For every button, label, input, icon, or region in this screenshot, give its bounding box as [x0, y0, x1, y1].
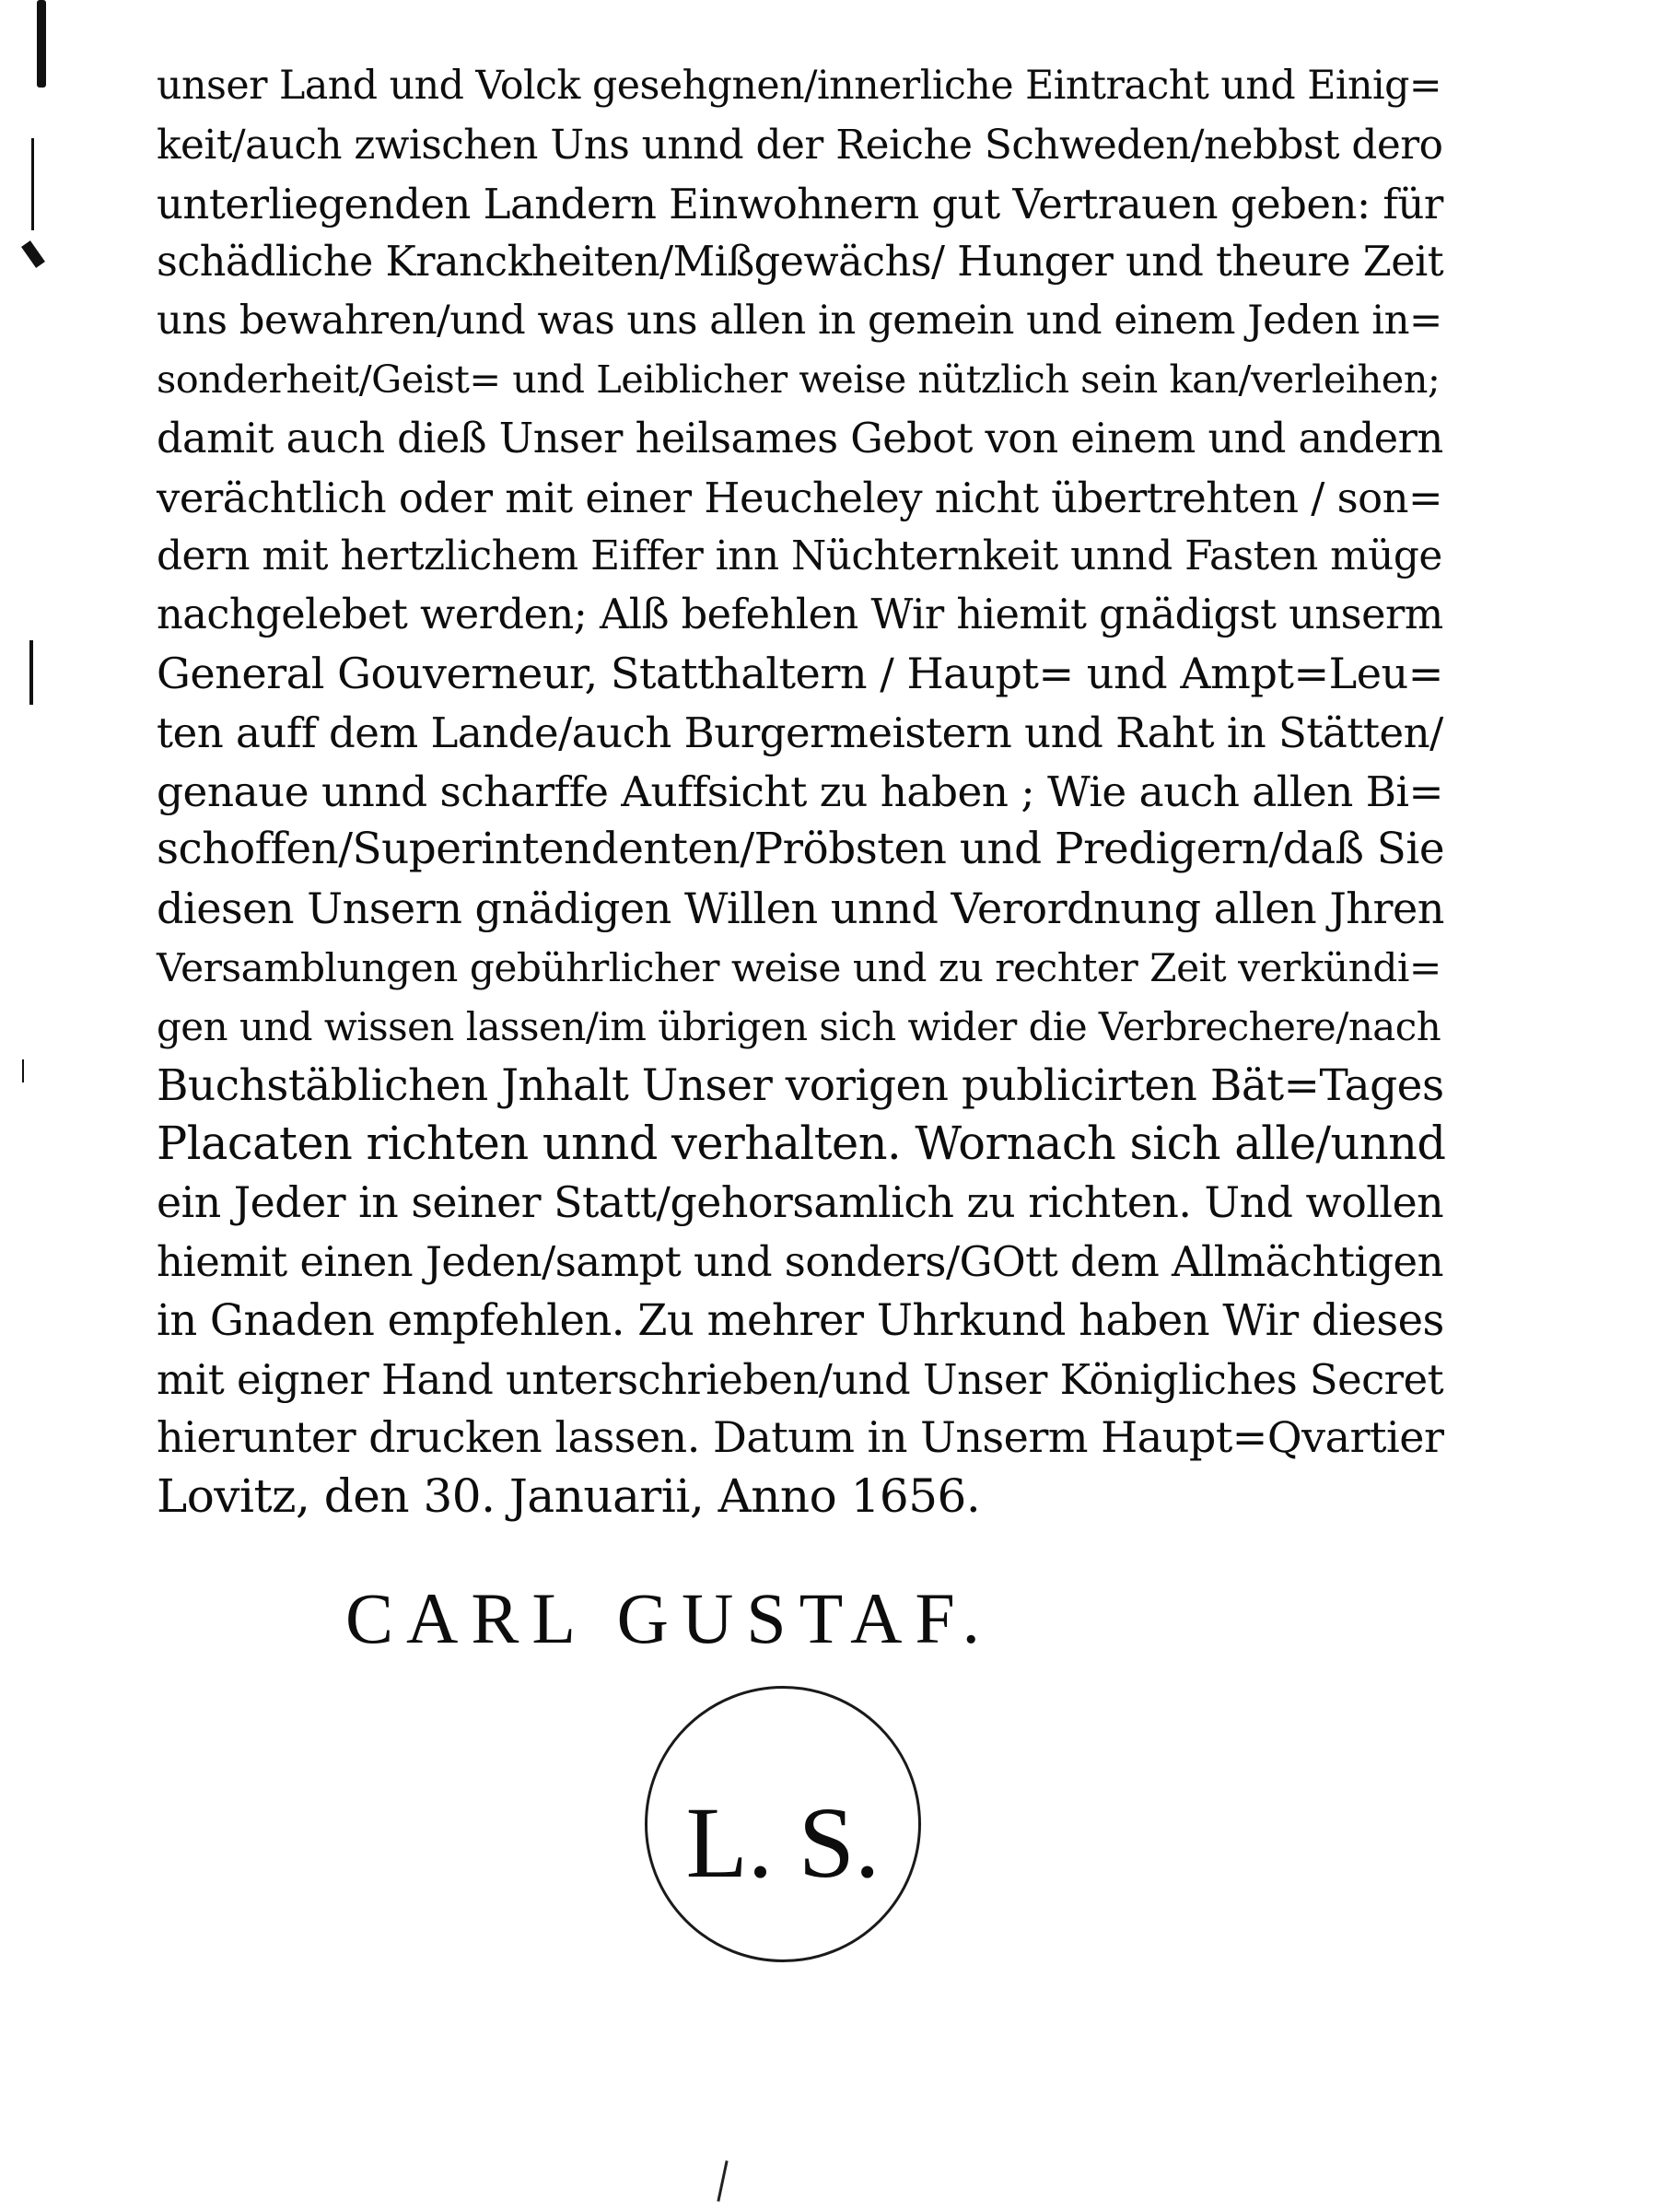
text-line: unser Land und Volck gesehgnen/innerliche Eintracht und Einig=: [157, 63, 1442, 109]
dateline: Lovitz, den 30. Januarii, Anno 1656.: [157, 1469, 981, 1524]
text-line: hierunter drucken lassen. Datum in Unserm Haupt=Qvartier: [157, 1412, 1444, 1463]
scan-edge-mark: [22, 1059, 24, 1082]
text-line: ein Jeder in seiner Statt/gehorsamlich zu richten. Und wollen: [157, 1177, 1444, 1228]
scan-edge-mark: [31, 138, 34, 230]
text-line: uns bewahren/und was uns allen in gemein und einem Jeden in=: [157, 298, 1442, 345]
scan-edge-mark: [37, 0, 46, 88]
text-line: sonderheit/Geist= und Leiblicher weise nützlich sein kan/verleihen;: [157, 357, 1441, 402]
text-line: Buchstäblichen Jnhalt Unser vorigen publicirten Bät=Tages: [157, 1059, 1444, 1111]
text-line: keit/auch zwischen Uns unnd der Reiche Schweden/nebbst dero: [157, 121, 1443, 169]
text-line: unterliegenden Landern Einwohnern gut Vertrauen geben: für: [157, 179, 1443, 228]
proclamation-text: [157, 57, 1446, 1527]
text-line: nachgelebet werden; Alß befehlen Wir hiemit gnädigst unserm: [157, 591, 1443, 639]
text-line: verächtlich oder mit einer Heucheley nicht übertrehten / son=: [157, 473, 1443, 522]
royal-signature: CARL GUSTAF.: [345, 1578, 994, 1658]
text-line: General Gouverneur, Statthaltern / Haupt= und Ampt=Leu=: [157, 648, 1443, 698]
text-line: schoffen/Superintendenten/Pröbsten und Predigern/daß Sie: [157, 825, 1445, 875]
text-line: schädliche Kranckheiten/Mißgewächs/ Hunger und theure Zeit: [157, 239, 1444, 287]
seal-text: L. S.: [685, 1785, 881, 1899]
scan-bottom-mark: [717, 2160, 728, 2202]
text-line: Placaten richten unnd verhalten. Wornach sich alle/unnd: [157, 1117, 1446, 1171]
scan-edge-mark: [29, 640, 33, 705]
text-line: gen und wissen lassen/im übrigen sich wider die Verbrechere/nach: [157, 1003, 1441, 1049]
text-line: dern mit hertzlichem Eiffer inn Nüchternkeit unnd Fasten müge: [157, 532, 1442, 580]
text-line: genaue unnd scharffe Auffsicht zu haben ; Wie auch allen Bi=: [157, 766, 1444, 816]
text-line: in Gnaden empfehlen. Zu mehrer Uhrkund haben Wir dieses: [157, 1294, 1444, 1345]
text-line: ten auff dem Lande/auch Burgermeistern und Raht in Stätten/: [157, 708, 1443, 757]
text-line: hiemit einen Jeden/sampt und sonders/GOtt dem Allmächtigen: [157, 1236, 1443, 1286]
seal-circle: [645, 1686, 921, 1962]
text-line: diesen Unsern gnädigen Willen unnd Verordnung allen Jhren: [157, 883, 1444, 934]
text-line: damit auch dieß Unser heilsames Gebot von einem und andern: [157, 414, 1443, 462]
text-line: mit eigner Hand unterschrieben/und Unser Königliches Secret: [157, 1354, 1444, 1404]
text-line: Versamblungen gebührlicher weise und zu rechter Zeit verkündi=: [157, 944, 1441, 990]
scan-edge-mark: [21, 240, 45, 268]
